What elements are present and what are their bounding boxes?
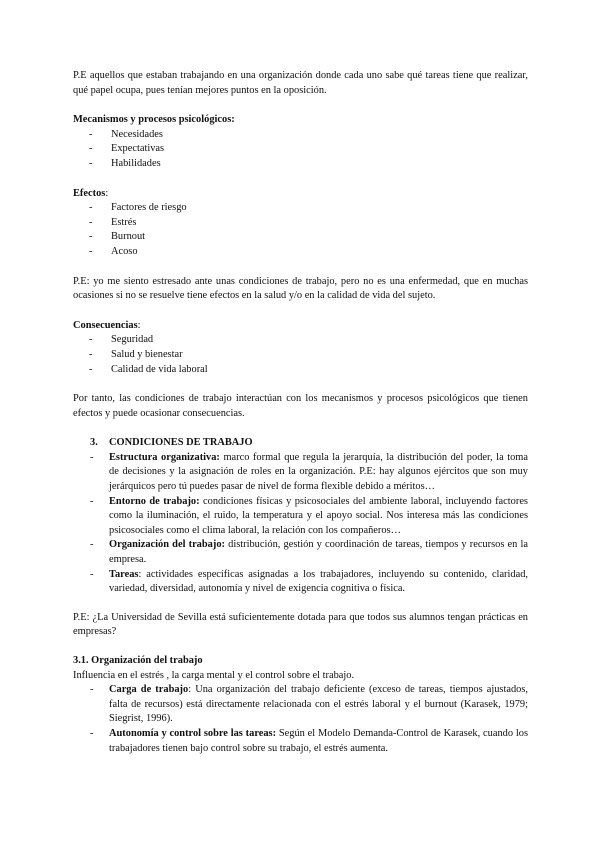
list-item-term: Tareas xyxy=(109,568,139,580)
list-item xyxy=(73,683,528,727)
consecuencias-heading-line xyxy=(73,319,528,334)
efectos-heading: Efectos xyxy=(73,187,106,199)
list-item: - Acoso xyxy=(73,245,528,260)
list-item xyxy=(73,727,528,756)
list-item: - Factores de riesgo xyxy=(73,201,528,216)
section-3-title xyxy=(73,436,528,451)
list-item xyxy=(73,451,528,495)
list-item: - Estrés xyxy=(73,216,528,231)
list-item-term: Entorno de trabajo: xyxy=(109,495,200,507)
condiciones-list xyxy=(73,451,528,597)
list-item: - Habilidades xyxy=(73,157,528,172)
paragraph-pe-example: P.E aquellos que estaban trabajando en una organización donde cada uno sabe qué tareas tiene que realizar, qué papel ocupa, pues tenían mejores puntos en la oposición. xyxy=(73,70,528,96)
section-3-title-text: CONDICIONES DE TRABAJO xyxy=(109,437,253,449)
list-item-text: Según el Modelo Demanda-Control de Karasek, cuando los trabajadores tienen bajo control sobre su trabajo, el estrés aumenta. xyxy=(109,727,528,754)
efectos-heading-line xyxy=(73,187,528,202)
paragraph-pe-universidad: P.E: ¿La Universidad de Sevilla está suficientemente dotada para que todos sus alumnos tengan prácticas en empresas? xyxy=(73,611,528,638)
efectos-list xyxy=(73,201,528,259)
list-item: - Salud y bienestar xyxy=(73,348,528,363)
list-item: - Expectativas xyxy=(73,142,528,157)
list-item-term: Organización del trabajo: xyxy=(109,539,225,551)
list-item-term: Autonomía y control sobre las tareas: xyxy=(109,727,277,739)
section-3-1-intro: Influencia en el estrés , la carga mental y el control sobre el trabajo. xyxy=(73,669,355,681)
list-item-text: marco formal que regula la jerarquía, la distribución del poder, la toma de decisiones y la asignación de roles en la organización. P.E: hay algunos ejércitos que son muy jerárquicos pero tú puedes pasar de nivel de forma flexible debido a méritos… xyxy=(109,451,528,493)
efectos-colon: : xyxy=(105,187,109,199)
list-item xyxy=(73,538,528,567)
consecuencias-heading: Consecuencias xyxy=(73,319,138,331)
consecuencias-colon: : xyxy=(137,319,141,331)
list-item-term: Estructura organizativa: xyxy=(109,451,220,463)
consecuencias-list xyxy=(73,333,528,377)
list-item: - Calidad de vida laboral xyxy=(73,363,528,378)
list-item: - Necesidades xyxy=(73,128,528,143)
list-item xyxy=(73,495,528,539)
list-item-text: condiciones físicas y psicosociales del ambiente laboral, incluyendo factores como la iluminación, el ruido, la temperatura y el apoyo social. Nos interesa más las condiciones psicosociales como el clima laboral, la relación con los compañeros… xyxy=(109,495,528,536)
section-3-number: 3. xyxy=(90,437,98,449)
list-item-text: : Una organización del trabajo deficiente (exceso de tareas, tiempos ajustados, falta de recursos) está directamente relacionada con el estrés laboral y el burnout (Karasek, 1979; Siegrist, 1996). xyxy=(109,684,528,725)
list-item-term: Carga de trabajo xyxy=(109,684,189,696)
paragraph-pe-stress: P.E: yo me siento estresado ante unas condiciones de trabajo, pero no es una enfermedad, que en muchas ocasiones si no se resuelve tiene efectos en la salud y/o en la calidad de vida del sujeto. xyxy=(73,275,528,302)
paragraph-por-tanto: Por tanto, las condiciones de trabajo interactúan con los mecanismos y procesos psicológicos que tienen efectos y puede ocasionar consecuencias. xyxy=(73,393,528,419)
mecanismos-list xyxy=(73,128,528,172)
list-item: - Seguridad xyxy=(73,333,528,348)
list-item xyxy=(73,568,528,597)
list-item-text: distribución, gestión y coordinación de tareas, tiempos y recursos en la empresa. xyxy=(109,539,528,566)
list-item: - Burnout xyxy=(73,230,528,245)
mecanismos-heading: Mecanismos y procesos psicológicos: xyxy=(73,114,235,126)
organizacion-list xyxy=(73,683,528,756)
list-item-text: : actividades específicas asignadas a los trabajadores, incluyendo su contenido, claridad, variedad, diversidad, autonomía y nivel de exigencia cognitiva o física. xyxy=(109,568,528,595)
section-3-1-title: 3.1. Organización del trabajo xyxy=(73,655,203,666)
